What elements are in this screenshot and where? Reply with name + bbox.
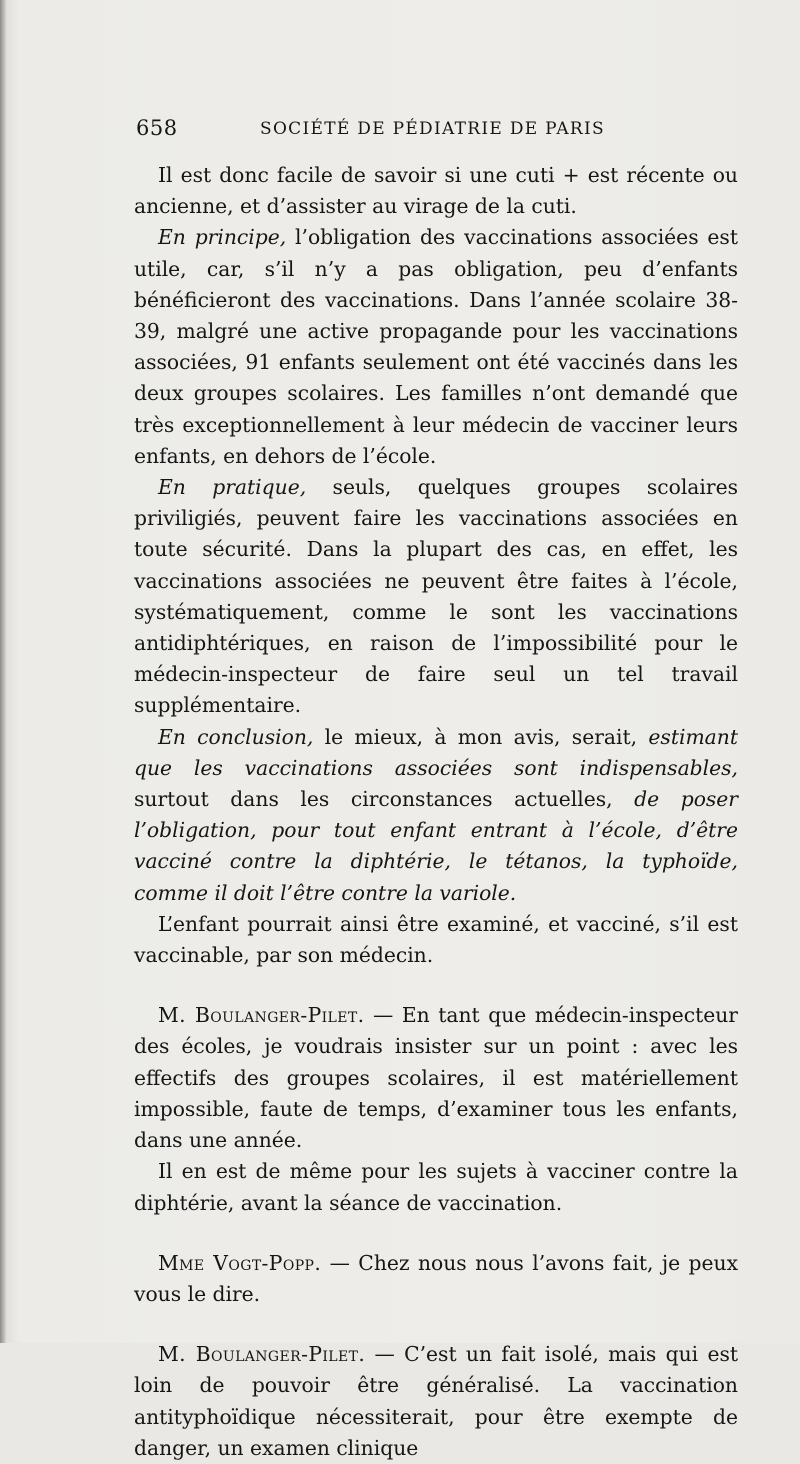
spacer	[134, 1219, 738, 1248]
body-text	[134, 160, 738, 1464]
conclusion-italic-2: de poser l’obligation, pour tout enfant entrant à l’école, d’être vacciné contre la diphtérie, le tétanos, la typhoïde, comme il doit l’être contre la variole.	[134, 787, 739, 905]
paragraph-cuti: Il est donc facile de savoir si une cuti + est récente ou ancienne, et d’assister au virage de la cuti.	[134, 163, 738, 219]
conclusion-text-1: le mieux, à mon avis, serait,	[313, 724, 649, 749]
paragraph-vogt-popp	[134, 1248, 738, 1310]
spacer	[134, 971, 738, 1000]
lead-en-principe: En principe,	[158, 225, 287, 250]
paragraph-en-principe	[134, 222, 738, 472]
lead-en-pratique: En pratique,	[158, 475, 307, 500]
paragraph-en-pratique	[134, 472, 738, 722]
paragraph-boulanger-2	[134, 1339, 738, 1464]
running-title: SOCIÉTÉ DE PÉDIATRIE DE PARIS	[260, 119, 605, 139]
speaker-vogt-popp: Mme Vogt-Popp.	[158, 1250, 322, 1275]
speaker-boulanger-pilet: M. Boulanger-Pilet.	[158, 1003, 365, 1028]
running-header	[136, 116, 736, 146]
lead-en-conclusion: En conclusion,	[158, 724, 314, 749]
spacer	[134, 1310, 738, 1339]
page-number: 658	[136, 116, 178, 140]
paragraph-en-conclusion	[134, 722, 738, 909]
paragraph-en-pratique-text: seuls, quelques groupes scolaires priviligiés, peuvent faire les vaccinations associées en toute sécurité. Dans la plupart des cas, en effet, les vaccinations associées ne peuvent être faites à l’école, systématiquement, comme le sont les vaccinations antidiphtériques, en raison de l’impossibilité pour le médecin-inspecteur de faire seul un tel travail supplémentaire.	[134, 475, 738, 718]
conclusion-text-2: surtout dans les circonstances actuelles,	[134, 787, 635, 812]
vogt-popp-text: — Chez nous nous l’avons fait, je peux vous le dire.	[134, 1250, 739, 1306]
paragraph-enfant: L’enfant pourrait ainsi être examiné, et vacciné, s’il est vaccinable, par son médecin.	[134, 911, 738, 968]
conclusion-italic-1: estimant que les vaccinations associées sont indispensables,	[134, 724, 738, 780]
boulanger-1-text: — En tant que médecin-inspecteur des écoles, je voudrais insister sur un point : avec les effectifs des groupes scolaires, il est matériellement impossible, faute de temps, d’examiner tous les enfants, dans une année.	[134, 1003, 738, 1153]
paragraph-boulanger-1	[134, 1000, 738, 1156]
paragraph-diphterie: Il en est de même pour les sujets à vacciner contre la diphtérie, avant la séance de vaccination.	[134, 1159, 738, 1215]
paragraph-en-principe-text: l’obligation des vaccinations associées est utile, car, s’il n’y a pas obligation, peu d’enfants bénéficieront des vaccinations. Dans l’année scolaire 38-39, malgré une active propagande pour les vaccinations associées, 91 enfants seulement ont été vaccinés dans les deux groupes scolaires. Les familles n’ont demandé que très exceptionnellement à leur médecin de vacciner leurs enfants, en dehors de l’école.	[134, 225, 738, 468]
page-edge-shadow	[0, 0, 6, 1343]
speaker-boulanger-pilet-2: M. Boulanger-Pilet.	[158, 1342, 366, 1367]
boulanger-2-text: — C’est un fait isolé, mais qui est loin de pouvoir être généralisé. La vaccination antityphoïdique nécessiterait, pour être exempte de danger, un examen clinique	[134, 1342, 739, 1460]
